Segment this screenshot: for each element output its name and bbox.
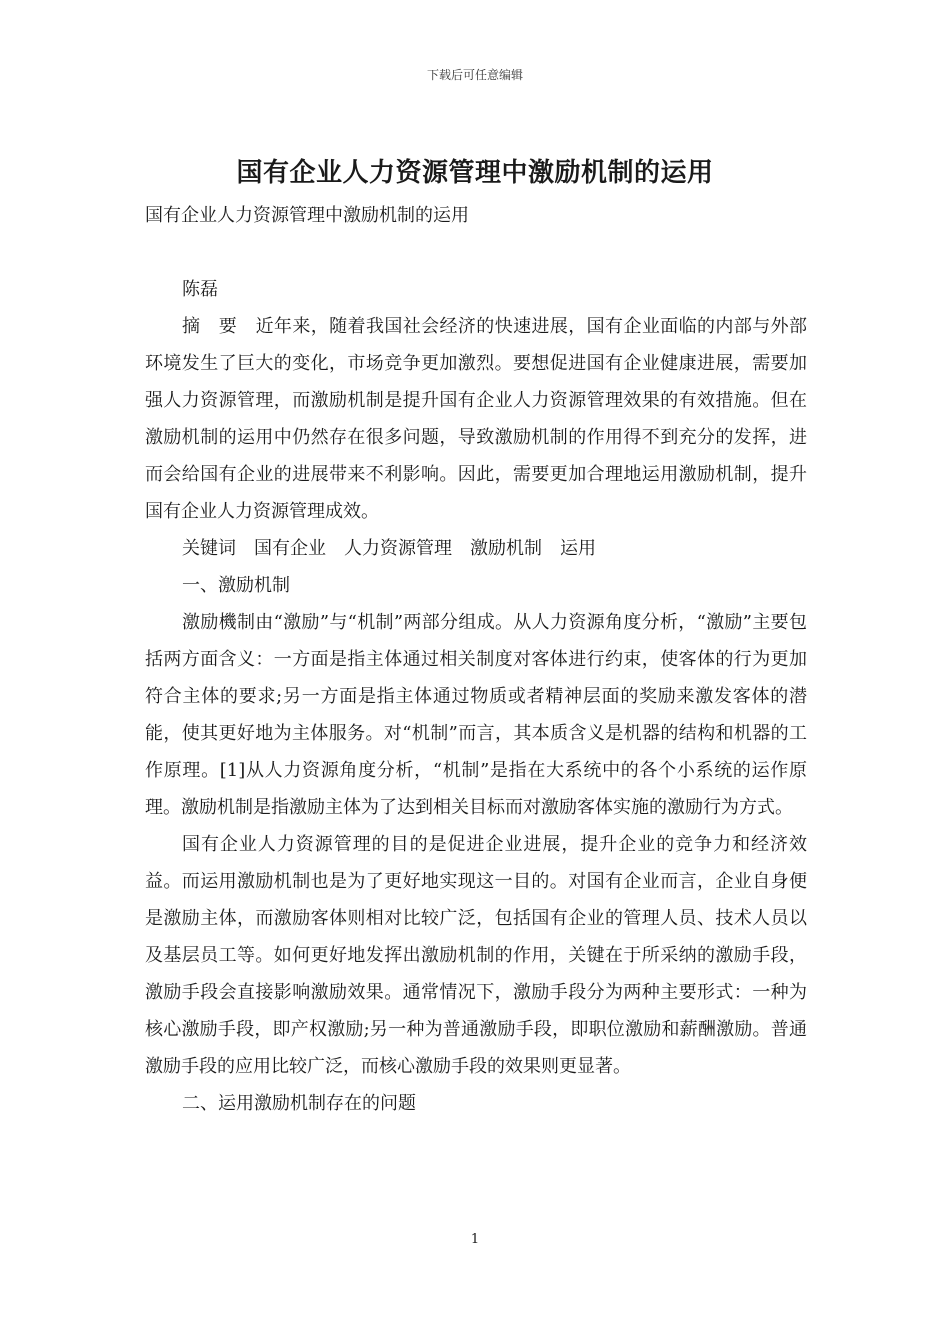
body-paragraph-2: 国有企业人力资源管理的目的是促进企业进展，提升企业的竞争力和经济效益。而运用激励机制也是为了更好地实现这一目的。对国有企业而言，企业自身便是激励主体，而激励客体则相对比较广泛，包括国有企业的管理人员、技术人员以及基层员工等。如何更好地发挥出激励机制的作用，关键在于所采纳的激励手段，激励手段会直接影响激励效果。通常情况下，激励手段分为两种主要形式：一种为核心激励手段，即产权激励;另一种为普通激励手段，即职位激励和薪酬激励。普通激励手段的应用比较广泛，而核心激励手段的效果则更显著。 [145,834,807,1077]
document-body [145,197,807,1122]
abstract-paragraph: 摘 要 近年来，随着我国社会经济的快速进展，国有企业面临的内部与外部环境发生了巨大的变化，市场竞争更加激烈。要想促进国有企业健康进展，需要加强人力资源管理，而激励机制是提升国有企业人力资源管理效果的有效措施。但在激励机制的运用中仍然存在很多问题，导致激励机制的作用得不到充分的发挥，进而会给国有企业的进展带来不利影响。因此，需要更加合理地运用激励机制，提升国有企业人力资源管理成效。 [145,316,807,522]
body-paragraph-1: 激励機制由“激励”与“机制”两部分组成。从人力资源角度分析，“激励”主要包括两方面含义：一方面是指主体通过相关制度对客体进行约束，使客体的行为更加符合主体的要求;另一方面是指主体通过物质或者精神层面的奖励来激发客体的潜能，使其更好地为主体服务。对“机制”而言，其本质含义是机器的结构和机器的工作原理。[1]从人力资源角度分析，“机制”是指在大系统中的各个小系统的运作原理。激励机制是指激励主体为了达到相关目标而对激励客体实施的激励行为方式。 [145,612,807,818]
document-title: 国有企业人力资源管理中激励机制的运用 [236,158,714,188]
section-heading-2: 二、运用激励机制存在的问题 [182,1093,416,1114]
document-subtitle: 国有企业人力资源管理中激励机制的运用 [145,205,469,226]
keywords-line: 关键词 国有企业 人力资源管理 激励机制 运用 [182,538,596,559]
author-name: 陈磊 [182,279,218,300]
blank-line [145,234,807,271]
header-note: 下载后可任意编辑 [426,68,523,82]
section-heading-1: 一、激励机制 [182,575,290,596]
page-number: 1 [470,1232,480,1247]
